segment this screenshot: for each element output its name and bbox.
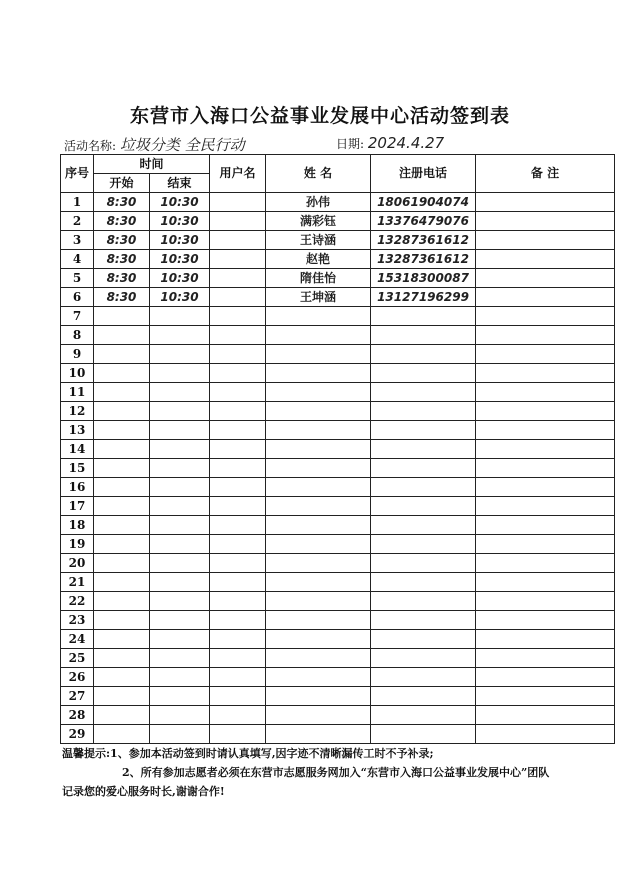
cell-remark	[476, 421, 615, 440]
cell-username	[210, 193, 266, 212]
cell-username	[210, 345, 266, 364]
cell-end	[150, 554, 210, 573]
table-row	[61, 212, 615, 231]
cell-name: 王坤涵	[266, 288, 371, 307]
cell-remark	[476, 478, 615, 497]
cell-seq: 26	[61, 668, 94, 687]
cell-end	[150, 326, 210, 345]
cell-start: 8:30	[94, 212, 150, 231]
cell-end	[150, 402, 210, 421]
cell-remark	[476, 459, 615, 478]
cell-end: 10:30	[150, 269, 210, 288]
cell-remark	[476, 193, 615, 212]
cell-name	[266, 421, 371, 440]
date-field	[336, 134, 444, 156]
table-row	[61, 269, 615, 288]
cell-username	[210, 212, 266, 231]
cell-name	[266, 687, 371, 706]
table-row	[61, 725, 615, 744]
cell-username	[210, 383, 266, 402]
cell-seq: 29	[61, 725, 94, 744]
cell-phone	[371, 307, 476, 326]
cell-username	[210, 630, 266, 649]
cell-phone	[371, 706, 476, 725]
cell-seq: 11	[61, 383, 94, 402]
cell-phone: 18061904074	[371, 193, 476, 212]
cell-phone	[371, 364, 476, 383]
cell-start: 8:30	[94, 288, 150, 307]
cell-seq: 18	[61, 516, 94, 535]
cell-remark	[476, 649, 615, 668]
cell-remark	[476, 573, 615, 592]
cell-name	[266, 459, 371, 478]
cell-seq: 23	[61, 611, 94, 630]
header-remark: 备 注	[476, 155, 615, 193]
cell-end	[150, 421, 210, 440]
cell-name	[266, 345, 371, 364]
cell-name	[266, 516, 371, 535]
table-row	[61, 649, 615, 668]
cell-seq: 9	[61, 345, 94, 364]
cell-seq: 7	[61, 307, 94, 326]
activity-name-field	[64, 134, 245, 156]
cell-username	[210, 364, 266, 383]
cell-username	[210, 687, 266, 706]
cell-name	[266, 402, 371, 421]
cell-name: 孙伟	[266, 193, 371, 212]
cell-remark	[476, 535, 615, 554]
cell-phone	[371, 668, 476, 687]
cell-start	[94, 326, 150, 345]
header-username: 用户名	[210, 155, 266, 193]
cell-seq: 8	[61, 326, 94, 345]
cell-remark	[476, 687, 615, 706]
cell-phone	[371, 440, 476, 459]
table-row	[61, 402, 615, 421]
cell-username	[210, 421, 266, 440]
cell-seq: 15	[61, 459, 94, 478]
table-row	[61, 535, 615, 554]
cell-name	[266, 630, 371, 649]
cell-name	[266, 554, 371, 573]
cell-end	[150, 478, 210, 497]
cell-start	[94, 440, 150, 459]
cell-remark	[476, 497, 615, 516]
cell-end	[150, 307, 210, 326]
header-time: 时间	[94, 155, 210, 174]
cell-start	[94, 383, 150, 402]
cell-username	[210, 592, 266, 611]
table-row	[61, 611, 615, 630]
cell-name	[266, 649, 371, 668]
cell-start: 8:30	[94, 250, 150, 269]
cell-username	[210, 573, 266, 592]
cell-name	[266, 478, 371, 497]
table-row	[61, 440, 615, 459]
cell-name	[266, 668, 371, 687]
cell-name	[266, 573, 371, 592]
note-line-1: 温馨提示:1、参加本活动签到时请认真填写,因字迹不清晰漏传工时不予补录;	[62, 747, 434, 760]
cell-remark	[476, 383, 615, 402]
cell-phone	[371, 478, 476, 497]
cell-seq: 2	[61, 212, 94, 231]
cell-phone	[371, 573, 476, 592]
cell-phone	[371, 421, 476, 440]
cell-end	[150, 497, 210, 516]
cell-start	[94, 649, 150, 668]
cell-seq: 4	[61, 250, 94, 269]
cell-start	[94, 573, 150, 592]
cell-remark	[476, 212, 615, 231]
table-row	[61, 687, 615, 706]
cell-end	[150, 573, 210, 592]
cell-name	[266, 326, 371, 345]
cell-seq: 27	[61, 687, 94, 706]
cell-seq: 22	[61, 592, 94, 611]
cell-seq: 16	[61, 478, 94, 497]
header-end: 结束	[150, 174, 210, 193]
cell-phone	[371, 649, 476, 668]
activity-name-label: 活动名称:	[64, 139, 117, 153]
cell-username	[210, 478, 266, 497]
cell-end: 10:30	[150, 231, 210, 250]
notes	[62, 744, 622, 801]
note-line-3: 记录您的爱心服务时长,谢谢合作!	[62, 785, 225, 798]
table-row	[61, 364, 615, 383]
cell-remark	[476, 554, 615, 573]
cell-phone	[371, 345, 476, 364]
cell-start	[94, 554, 150, 573]
cell-phone	[371, 497, 476, 516]
table-row	[61, 478, 615, 497]
cell-end	[150, 630, 210, 649]
cell-name	[266, 611, 371, 630]
cell-start	[94, 516, 150, 535]
cell-start	[94, 535, 150, 554]
table-row	[61, 326, 615, 345]
cell-remark	[476, 231, 615, 250]
cell-end	[150, 611, 210, 630]
cell-phone: 15318300087	[371, 269, 476, 288]
cell-name	[266, 497, 371, 516]
cell-username	[210, 497, 266, 516]
cell-phone	[371, 459, 476, 478]
cell-end	[150, 687, 210, 706]
table-row	[61, 554, 615, 573]
cell-phone	[371, 516, 476, 535]
cell-seq: 19	[61, 535, 94, 554]
table-row	[61, 497, 615, 516]
note-line-2: 2、所有参加志愿者必须在东营市志愿服务网加入“东营市入海口公益事业发展中心”团队	[122, 766, 550, 779]
cell-remark	[476, 668, 615, 687]
table-row	[61, 668, 615, 687]
table-row	[61, 250, 615, 269]
page-title: 东营市入海口公益事业发展中心活动签到表	[129, 105, 510, 127]
cell-seq: 21	[61, 573, 94, 592]
cell-end: 10:30	[150, 250, 210, 269]
cell-start: 8:30	[94, 269, 150, 288]
cell-name: 满彩钰	[266, 212, 371, 231]
cell-phone: 13376479076	[371, 212, 476, 231]
cell-name: 王诗涵	[266, 231, 371, 250]
cell-end	[150, 668, 210, 687]
cell-phone: 13127196299	[371, 288, 476, 307]
cell-end: 10:30	[150, 288, 210, 307]
cell-phone	[371, 554, 476, 573]
cell-start	[94, 421, 150, 440]
cell-username	[210, 535, 266, 554]
cell-seq: 20	[61, 554, 94, 573]
cell-name	[266, 725, 371, 744]
cell-name: 赵艳	[266, 250, 371, 269]
cell-username	[210, 459, 266, 478]
cell-end	[150, 516, 210, 535]
table-row	[61, 516, 615, 535]
cell-start	[94, 402, 150, 421]
cell-remark	[476, 326, 615, 345]
activity-name-value: 垃圾分类 全民行动	[119, 136, 245, 154]
cell-seq: 12	[61, 402, 94, 421]
table-row	[61, 421, 615, 440]
cell-username	[210, 231, 266, 250]
cell-start	[94, 687, 150, 706]
cell-username	[210, 554, 266, 573]
header-phone: 注册电话	[371, 155, 476, 193]
cell-seq: 14	[61, 440, 94, 459]
cell-end	[150, 345, 210, 364]
cell-start	[94, 497, 150, 516]
cell-start	[94, 725, 150, 744]
cell-remark	[476, 592, 615, 611]
cell-username	[210, 649, 266, 668]
cell-phone	[371, 383, 476, 402]
cell-start	[94, 706, 150, 725]
cell-name: 隋佳怡	[266, 269, 371, 288]
cell-end	[150, 440, 210, 459]
cell-end: 10:30	[150, 193, 210, 212]
cell-seq: 13	[61, 421, 94, 440]
cell-username	[210, 288, 266, 307]
cell-username	[210, 706, 266, 725]
cell-username	[210, 725, 266, 744]
cell-start: 8:30	[94, 231, 150, 250]
cell-start	[94, 630, 150, 649]
cell-remark	[476, 250, 615, 269]
cell-remark	[476, 269, 615, 288]
cell-seq: 28	[61, 706, 94, 725]
cell-username	[210, 611, 266, 630]
table-row	[61, 706, 615, 725]
cell-start: 8:30	[94, 193, 150, 212]
cell-username	[210, 668, 266, 687]
date-label: 日期:	[336, 137, 365, 151]
cell-name	[266, 440, 371, 459]
date-value: 2024.4.27	[367, 134, 445, 152]
cell-end	[150, 592, 210, 611]
cell-phone	[371, 592, 476, 611]
cell-remark	[476, 516, 615, 535]
cell-seq: 10	[61, 364, 94, 383]
table-row	[61, 288, 615, 307]
cell-seq: 17	[61, 497, 94, 516]
cell-phone	[371, 535, 476, 554]
cell-end	[150, 383, 210, 402]
table-row	[61, 573, 615, 592]
cell-end	[150, 725, 210, 744]
cell-phone: 13287361612	[371, 250, 476, 269]
cell-end	[150, 459, 210, 478]
cell-remark	[476, 402, 615, 421]
cell-start	[94, 592, 150, 611]
cell-name	[266, 706, 371, 725]
cell-start	[94, 364, 150, 383]
cell-phone	[371, 725, 476, 744]
cell-username	[210, 516, 266, 535]
cell-end: 10:30	[150, 212, 210, 231]
table-row	[61, 383, 615, 402]
cell-end	[150, 649, 210, 668]
table-row	[61, 193, 615, 212]
cell-start	[94, 459, 150, 478]
cell-phone	[371, 687, 476, 706]
cell-phone	[371, 611, 476, 630]
cell-start	[94, 611, 150, 630]
cell-phone	[371, 630, 476, 649]
cell-seq: 1	[61, 193, 94, 212]
cell-start	[94, 345, 150, 364]
cell-username	[210, 402, 266, 421]
table-row	[61, 592, 615, 611]
sign-in-table	[60, 154, 615, 744]
cell-end	[150, 706, 210, 725]
cell-seq: 5	[61, 269, 94, 288]
cell-phone	[371, 402, 476, 421]
table-row	[61, 345, 615, 364]
header-seq: 序号	[61, 155, 94, 193]
header-start: 开始	[94, 174, 150, 193]
cell-name	[266, 383, 371, 402]
cell-name	[266, 364, 371, 383]
cell-end	[150, 535, 210, 554]
cell-remark	[476, 364, 615, 383]
cell-username	[210, 326, 266, 345]
cell-seq: 25	[61, 649, 94, 668]
cell-phone	[371, 326, 476, 345]
cell-start	[94, 668, 150, 687]
cell-name	[266, 307, 371, 326]
table-row	[61, 307, 615, 326]
cell-name	[266, 535, 371, 554]
cell-remark	[476, 440, 615, 459]
cell-seq: 24	[61, 630, 94, 649]
cell-seq: 6	[61, 288, 94, 307]
cell-end	[150, 364, 210, 383]
table-row	[61, 630, 615, 649]
cell-username	[210, 250, 266, 269]
cell-start	[94, 307, 150, 326]
cell-username	[210, 269, 266, 288]
table-row	[61, 459, 615, 478]
cell-name	[266, 592, 371, 611]
cell-remark	[476, 611, 615, 630]
cell-remark	[476, 288, 615, 307]
cell-remark	[476, 630, 615, 649]
cell-seq: 3	[61, 231, 94, 250]
cell-username	[210, 440, 266, 459]
cell-remark	[476, 725, 615, 744]
cell-remark	[476, 706, 615, 725]
cell-username	[210, 307, 266, 326]
cell-start	[94, 478, 150, 497]
header-name: 姓 名	[266, 155, 371, 193]
cell-phone: 13287361612	[371, 231, 476, 250]
table-row	[61, 231, 615, 250]
cell-remark	[476, 345, 615, 364]
cell-remark	[476, 307, 615, 326]
